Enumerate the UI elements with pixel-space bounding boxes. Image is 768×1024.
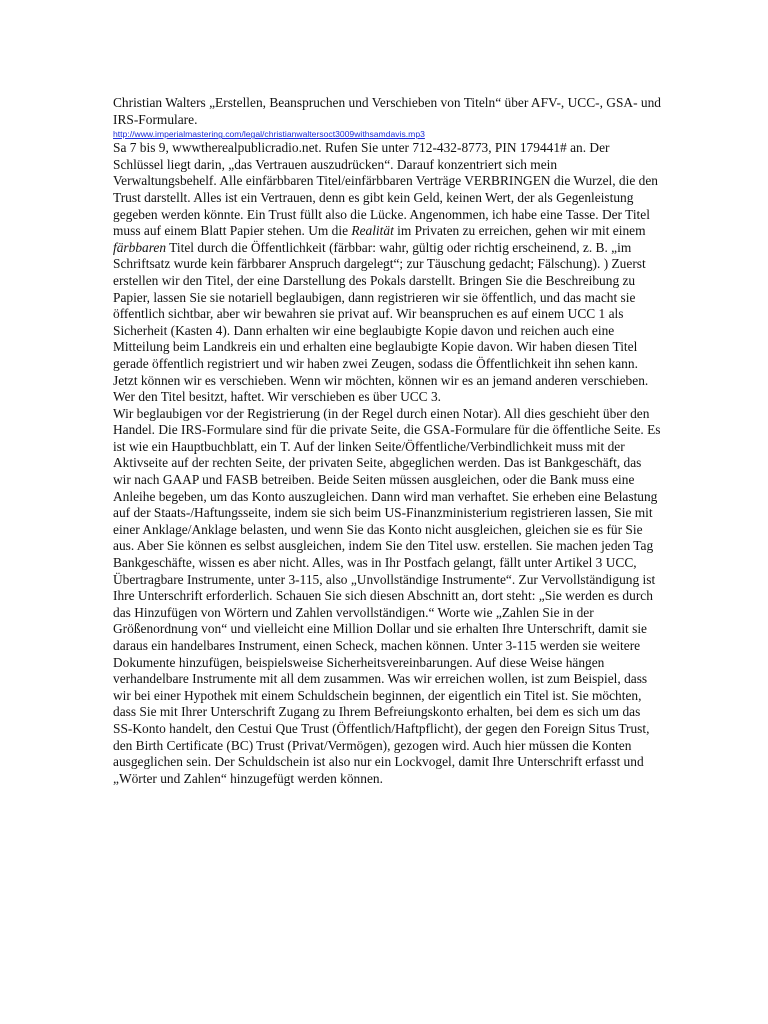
paragraph-1-part-c: Titel durch die Öffentlichkeit (färbbar: wahr, gültig oder richtig erscheinend, z. B. „im Schriftsatz wurde kein färbbarer Anspruch dargelegt“; zur Täuschung gedacht; Fälschung). ) Zuerst erstellen wir den Titel, der eine Darstellung des Pokals darstellt. Bringen Sie die Beschreibung zu Papier, lassen Sie sie notariell beglaubigen, dann registrieren wir sie öffentlich, und das macht sie öffentlich sichtbar, aber wir bewahren sie privat auf. Wir beanspruchen es auf einem UCC 1 als Sicherheit (Kasten 4). Dann erhalten wir eine beglaubigte Kopie davon und reichen auch eine Mitteilung beim Landkreis ein und erhalten eine beglaubigte Kopie davon. Wir haben diesen Titel gerade öffentlich registriert und wir haben zwei Zeugen, sodass die Öffentlichkeit ihn sehen kann. Jetzt können wir es verschieben. Wenn wir möchten, können wir es an jemand anderen verschieben. Wer den Titel besitzt, haftet. Wir verschieben es über UCC 3. [113, 239, 649, 405]
document-page [113, 95, 661, 787]
paragraph-1-part-a: Sa 7 bis 9, wwwtherealpublicradio.net. Rufen Sie unter 712-432-8773, PIN 179441# an. Der Schlüssel liegt darin, „das Vertrauen auszudrücken“. Darauf konzentriert sich mein Verwaltungsbehelf. Alle einfärbbaren Titel/einfärbbaren Verträge VERBRINGEN die Wurzel, die den Trust darstellt. Alles ist ein Vertrauen, denn es gibt kein Geld, keinen Wert, der als Gegenleistung gegeben werden könnte. Ein Trust füllt also die Lücke. Angenommen, ich habe eine Tasse. Der Titel muss auf einem Blatt Papier stehen. Um die [113, 140, 658, 239]
paragraph-1-part-b: im Privaten zu erreichen, gehen wir mit einem [393, 223, 646, 239]
document-body [113, 140, 661, 787]
italic-faerbbaren: färbbaren [113, 239, 167, 255]
document-title: Christian Walters „Erstellen, Beanspruchen und Verschieben von Titeln“ über AFV-, UCC-, GSA- und IRS-Formulare. [113, 95, 661, 127]
paragraph-2: Wir beglaubigen vor der Registrierung (in der Regel durch einen Notar). All dies geschieht über den Handel. Die IRS-Formulare sind für die private Seite, die GSA-Formulare für die öffentliche Seite. Es ist wie ein Hauptbuchblatt, ein T. Auf der linken Seite/Öffentliche/Verbindlichkeit muss mit der Aktivseite auf der rechten Seite, der privaten Seite, abgeglichen werden. Das ist Bankgeschäft, das wir nach GAAP und FASB betreiben. Beide Seiten müssen ausgleichen, oder die Bank muss eine Anleihe begeben, um das Konto auszugleichen. Dann wird man verhaftet. Sie erheben eine Belastung auf der Staats-/Haftungsseite, indem sie sich beim US-Finanzministerium registrieren lassen, Sie mit einer Anklage/Anklage belasten, und wenn Sie das Konto nicht ausgleichen, gleichen sie es für Sie aus. Aber Sie können es selbst ausgleichen, indem Sie den Titel usw. erstellen. Sie machen jeden Tag Bankgeschäfte, wissen es aber nicht. Alles, was in Ihr Postfach gelangt, fällt unter Artikel 3 UCC, Übertragbare Instrumente, unter 3-115, also „Unvollständige Instrumente“. Zur Vervollständigung ist Ihre Unterschrift erforderlich. Schauen Sie sich diesen Abschnitt an, dort steht: „Sie werden es durch das Hinzufügen von Wörtern und Zahlen vervollständigen.“ Worte wie „Zahlen Sie in der Größenordnung von“ und vielleicht eine Million Dollar und sie erhalten Ihre Unterschrift, damit sie daraus ein handelbares Instrument, einen Scheck, machen können. Unter 3-115 werden sie weitere Dokumente hinzufügen, beispielsweise Sicherheitsvereinbarungen. Auf diese Weise hängen verhandelbare Instrumente mit all dem zusammen. Was wir erreichen wollen, ist zum Beispiel, dass wir bei einer Hypothek mit einem Schuldschein beginnen, der eigentlich ein Titel ist. Sie möchten, dass Sie mit Ihrer Unterschrift Zugang zu Ihrem Befreiungskonto erhalten, bei dem es sich um das SS-Konto handelt, den Cestui Que Trust (Öffentlich/Haftpflicht), der gegen den Foreign Situs Trust, den Birth Certificate (BC) Trust (Privat/Vermögen), gezogen wird. Auch hier müssen die Konten ausgeglichen sein. Der Schuldschein ist also nur ein Lockvogel, damit Ihre Unterschrift erfasst und „Wörter und Zahlen“ hinzugefügt werden können. [113, 405, 661, 786]
italic-realitaet: Realität [351, 223, 394, 239]
paragraph-1 [113, 140, 661, 406]
mp3-link[interactable]: http://www.imperialmastering.com/legal/christianwaltersoct3009withsamdavis.mp3 [113, 129, 425, 140]
